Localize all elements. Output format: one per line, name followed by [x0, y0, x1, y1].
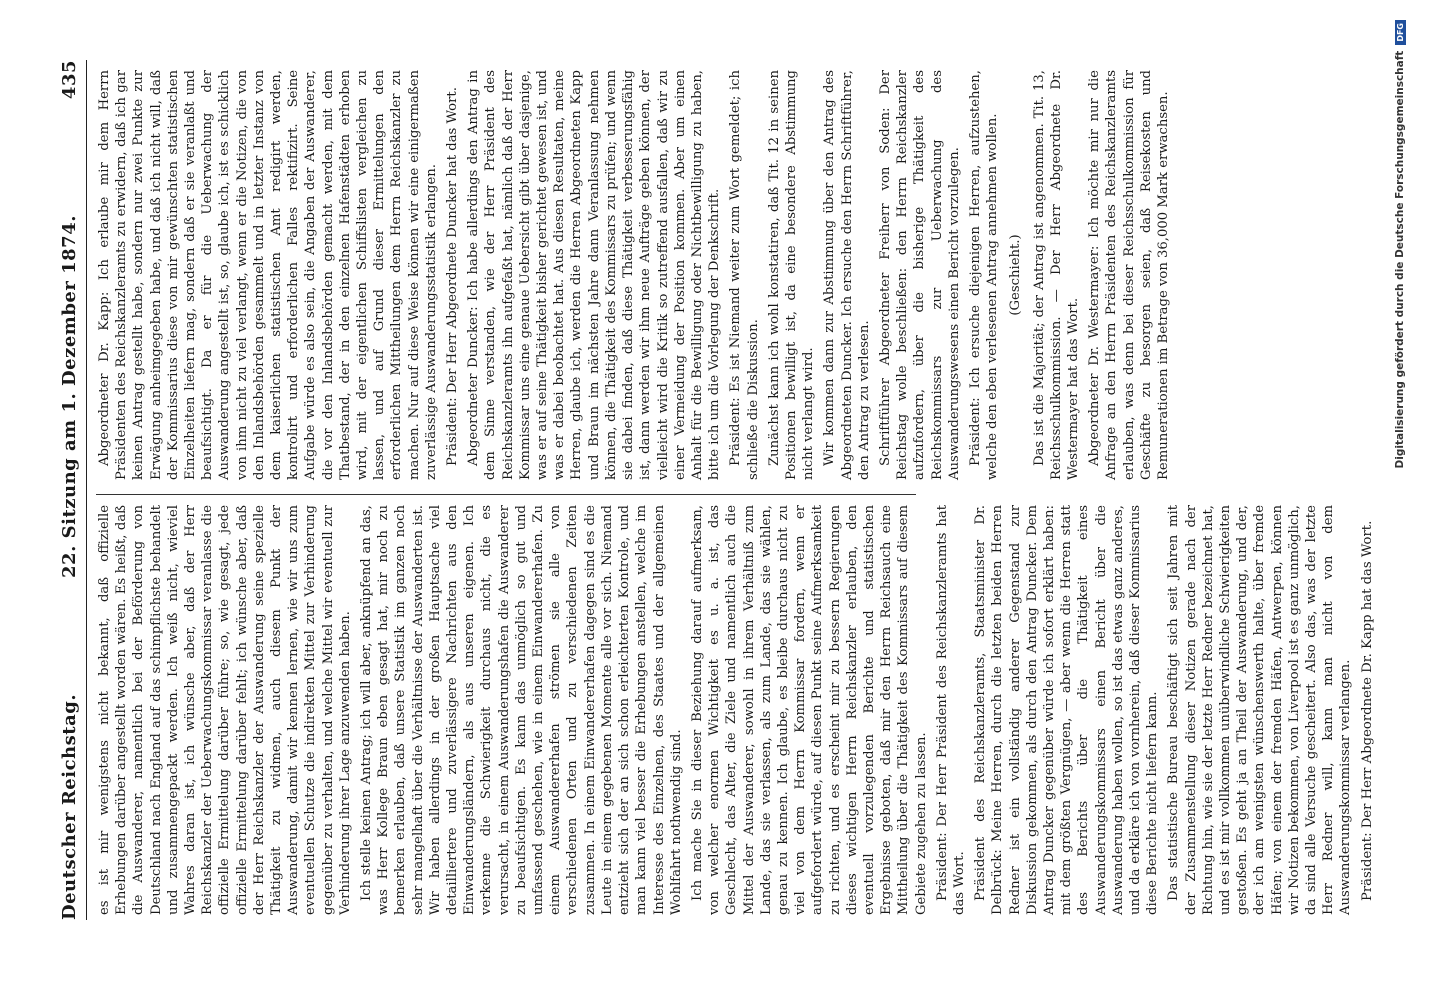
paragraph: Präsident: Es ist Niemand weiter zum Wort gemeldet; ich schließe die Diskussion. — [728, 70, 761, 480]
paragraph: Schriftführer Abgeordneter Freiherr von Soden: Der Reichstag wolle beschließen: den Herrn Reichskanzler aufzufordern, über die bisherige Thätigkeit des Reichskommissars zur Ueberwachung des Auswanderungswesens einen Bericht vorzulegen. — [877, 70, 962, 480]
paragraph: Präsident: Der Herr Abgeordnete Duncker hat das Wort. — [445, 87, 461, 466]
paragraph: es ist mir wenigstens nicht bekannt, daß offizielle Erhebungen darüber angestellt worden wären. Es heißt, daß die Auswanderer, namentlich bei der Beförderung von Deutschland nach England auf das schimpflichste behandelt und zusammengepackt werden. Ich weiß nicht, wieviel Wahres daran ist, ich wünsche aber, daß der Herr Reichskanzler der Ueberwachungskommissar veranlasse die offizielle Ermittelung darüber führe; so, wie gesagt, jede offizielle Ermittelung darüber fehlt; ich wünsche aber, daß der Herr Reichskanzler der Auswanderung seine spezielle Thätigkeit zu widmen, auch diesem Punkt der Auswanderung, damit wir kennen lernen, wie wir uns zum eventuellen Schutze die indirekten Mittel zur Verhinderung gegenüber zu verhalten, und welche Mittel wir eventuell zur Verhinderung ihrer Lage anzuwenden haben. — [97, 505, 353, 915]
paragraph: Das statistische Bureau beschäftigt sich seit Jahren mit der Zusammenstellung dieser Notizen gerade nach der Richtung hin, wie sie der letzte Herr Redner bezeichnet hat, und es ist mir vollkommen unüberwindliche Schwierigkeiten gestoßen. Es geht ja an Theil der Auswanderung, und der, der ich am wenigsten wünschenswerth halte, über fremde Häfen; von einem der fremden Häfen, Antwerpen, können wir Notizen bekommen, von Liverpool ist es ganz unmöglich, da sind alle Versuche gescheitert. Also das, was der letzte Herr Redner will, kann man nicht von dem Auswanderungskommissar verlangen. — [1166, 505, 1354, 915]
digitization-note: Digitalisierung gefördert durch die Deutsche Forschungsgemeinschaft — [1394, 50, 1406, 469]
text-column-left — [96, 505, 1375, 915]
paragraph: Präsident des Reichskanzleramts, Staatsminister Dr. Delbrück: Meine Herren, durch die letzten beiden Herren Redner ist ein vollständig anderer Gegenstand zur Diskussion gekommen, als durch den Antrag Duncker. Dem Antrag Duncker gegenüber würde ich sofort erklärt haben: mit dem größten Vergnügen, — aber wenn die Herren statt des Berichts über die Thätigkeit eines Auswanderungskommissars einen Bericht über die Auswanderung haben wollen, so ist das etwas ganz anderes, und da erkläre ich von vornherein, daß dieser Kommissarius diese Berichte nicht liefern kann. — [973, 505, 1161, 915]
header-title: 22. Sitzung am 1. Dezember 1874. — [58, 215, 80, 578]
paragraph: Präsident: Der Herr Präsident des Reichskanzleramts hat das Wort. — [934, 505, 967, 915]
paragraph: Zunächst kann ich wohl konstatiren, daß Tit. 12 in seinen Positionen bewilligt ist, da eine besondere Abstimmung nicht verlangt wird. — [766, 70, 817, 480]
page-header — [52, 60, 87, 920]
column-divider — [96, 494, 916, 495]
text-column-right — [96, 70, 1171, 480]
paragraph: Das ist die Majorität; der Antrag ist angenommen. Tit. 13, Reichsschulkommission. — Der Herr Abgeordnete Dr. Westermayer hat das Wort. — [1031, 70, 1081, 480]
paragraph: Ich stelle keinen Antrag; ich will aber, anknüpfend an das, was Herr Kollege Braun eben gesagt hat, mir noch zu bemerken erlauben, daß unsere Statistik im ganzen noch sehr mangelhaft über die Verhältnisse der Auswanderten ist. Wir haben allerdings in der großen Hauptsache viel detailliertere und zuverlässigere Nachrichten aus den Einwanderungsländern, als aus unseren eigenen. Ich verkenne die Schwierigkeit durchaus nicht, die es verursacht, in einem Auswanderungshafen die Auswanderer zu beaufsichtigen. Es kann das unmöglich so gut und umfassend geschehen, wie in einem Einwandererhafen. Zu einem Auswandererhafen strömen sie alle von verschiedenen Orten und zu verschiedenen Zeiten zusammen. In einem Einwandererhafen dagegen sind es die Leute in einem gegebenen Momente alle vor sich. Niemand entzieht sich der an sich schon erleichterten Kontrole, und man kann viel besser die Erhebungen anstellen, welche im Interesse des Einzelnen, des Staates und der allgemeinen Wohlfahrt nothwendig sind. — [359, 505, 684, 915]
paragraph: Abgeordneter Dr. Kapp: Ich erlaube mir dem Herrn Präsidenten des Reichskanzleramts zu erwidern, daß ich gar keinen Antrag gestellt habe, sondern nur zwei Punkte zur Erwägung anheimgegeben habe, und daß ich nicht will, daß der Kommissarius diese von mir gewünschten statistischen Einzelheiten liefern mag, sondern daß er sie veranlaßt und beaufsichtigt. Da er für die Ueberwachung der Auswanderung angestellt ist, so, glaube ich, ist es schicklich von ihm nicht zu viel verlangt, wenn er die Notizen, die von den Inlandsbehörden gesammelt und in letzter Instanz von dem kaiserlichen statistischen Amt redigirt werden, kontrolirt und erforderlichen Falles rektifizirt. Seine Aufgabe würde es also sein, die Angaben der Auswanderer, die vor den Inlandsbehörden gemacht werden, mit dem Thatbestand, der in den einzelnen Hafenstädten erhoben wird, mit der eigentlichen Schiffslisten vergleichen zu lassen, und auf Grund dieser Ermittelungen den erforderlichen Mittheilungen dem Herrn Reichskanzler zu machen. Nur auf diese Weise können wir eine einigermaßen zuverlässige Auswanderungsstatistik erlangen. — [97, 70, 439, 480]
paragraph: Ich mache Sie in dieser Beziehung darauf aufmerksam, von welcher enormen Wichtigkeit es u. a. ist, das Geschlecht, das Alter, die Ziele und namentlich auch die Mittel der Auswanderer, sowohl in ihrem Verhältniß zum Lande, das sie verlassen, als zum Lande, das sie wählen, genau zu kennen. Ich glaube, es bleibe durchaus nicht zu viel von dem Herrn Kommissar fordern, wenn er aufgefordert würde, auf diesen Punkt seine Aufmerksamkeit zu richten, und es erscheint mir zu bessern Regierungen dieses wichtigen Herrn Reichskanzler erlauben, den eventuell vorzulegenden Berichte und statistischen Ergebnisse geboten, daß mir den Herrn Reichsauch eine Mittheilung über die Thätigkeit des Kommissars auf diesem Gebiete zugehen zu lassen. — [689, 505, 929, 915]
digitization-credit — [1390, 20, 1410, 980]
paragraph: Wir kommen dann zur Abstimmung über den Antrag des Abgeordneten Duncker. Ich ersuche den Herrn Schriftführer, den Antrag zu verlesen. — [822, 70, 872, 480]
paragraph: Abgeordneter Dr. Westermayer: Ich möchte mir nur die Anfrage an den Herrn Präsidenten des Reichskanzleramts erlauben, was denn bei dieser Reichsschulkommission für Geschäfte zu besorgen seien, daß Reisekosten und Remunerationen im Betrage von 36,000 Mark erwachsen. — [1087, 70, 1171, 480]
header-left: Deutscher Reichstag. — [58, 693, 80, 920]
paragraph: Abgeordneter Duncker: Ich habe allerdings den Antrag in dem Sinne verstanden, wie der Herr Präsident des Reichskanzleramts ihn aufgefaßt hat, nämlich daß der Herr Kommissar uns eine genaue Uebersicht gibt über dasjenige, was er auf seine Thätigkeit bisher gerichtet gewesen ist, und was er dabei beobachtet hat. Aus diesen Resultaten, meine Herren, glaube ich, werden die Herren Abgeordneten Kapp und Braun im nächsten Jahre dann Veranlassung nehmen können, die Thätigkeit des Kommissars zu prüfen; und wenn sie dabei finden, daß diese Thätigkeit verbesserungsfähig ist, dann werden wir ihm neue Aufträge geben können, der vielleicht wird die Kritik so zutreffend ausfallen, daß wir zu einer Vermeidung der Position kommen. Aber um einen Anhalt für die Bewilligung oder Nichtbewilligung zu haben, bitte ich um die Vorlegung der Denkschrift. — [466, 70, 723, 480]
dfg-logo: DFG — [1395, 20, 1406, 45]
paragraph: Präsident: Ich ersuche diejenigen Herren, aufzustehen, welche den eben verlesenen Antrag annehmen wollen. — [967, 70, 1001, 480]
paragraph: Präsident: Der Herr Abgeordnete Dr. Kapp hat das Wort. — [1359, 520, 1375, 901]
paragraph: (Geschieht.) — [1008, 234, 1024, 316]
page-number: 435 — [58, 60, 80, 100]
